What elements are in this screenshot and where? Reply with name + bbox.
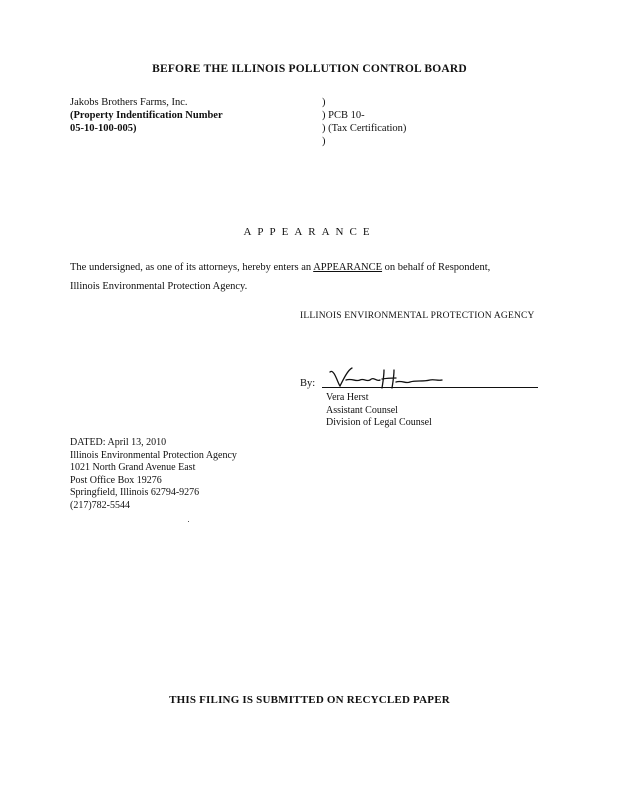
caption-paren-2: ): [322, 136, 326, 147]
by-label: By:: [300, 378, 316, 389]
board-title: BEFORE THE ILLINOIS POLLUTION CONTROL BOARD: [152, 63, 467, 75]
case-caption-right: [322, 96, 406, 148]
body-text-end: on behalf of Respondent,: [382, 262, 491, 273]
agency-signature-block: ILLINOIS ENVIRONMENTAL PROTECTION AGENCY: [300, 311, 535, 321]
address-phone: (217)782-5544: [70, 499, 130, 511]
signer-block: [326, 392, 432, 430]
dated-line: DATED: April 13, 2010: [70, 437, 167, 448]
dated-address-block: [70, 437, 237, 512]
appearance-body-line-1: [70, 262, 490, 273]
case-caption-left: [70, 96, 223, 135]
address-po-box: Post Office Box 19276: [70, 474, 162, 486]
body-text-start: The undersigned, as one of its attorneys, hereby enters an: [70, 262, 314, 273]
signer-name: Vera Herst: [326, 392, 369, 403]
appearance-body-line-2: Illinois Environmental Protection Agency.: [70, 281, 248, 292]
address-street: 1021 North Grand Avenue East: [70, 462, 196, 473]
stray-mark: [188, 521, 189, 522]
signer-title: Assistant Counsel: [326, 404, 398, 416]
signature-line: [322, 387, 538, 388]
address-agency: Illinois Environmental Protection Agency: [70, 449, 237, 461]
body-text-appearance: APPEARANCE: [313, 262, 383, 273]
caption-paren-1: ): [322, 97, 326, 108]
signer-division: Division of Legal Counsel: [326, 417, 432, 428]
pcb-number: ) PCB 10-: [322, 110, 365, 121]
recycled-paper-footer: THIS FILING IS SUBMITTED ON RECYCLED PAPER: [169, 694, 450, 706]
property-id-number: 05-10-100-005): [70, 123, 137, 134]
appearance-heading: APPEARANCE: [243, 226, 376, 238]
address-city: Springfield, Illinois 62794-9276: [70, 487, 200, 498]
party-name: Jakobs Brothers Farms, Inc.: [70, 97, 188, 108]
tax-certification: ) (Tax Certification): [322, 123, 407, 134]
property-id-label: (Property Indentification Number: [70, 110, 223, 121]
